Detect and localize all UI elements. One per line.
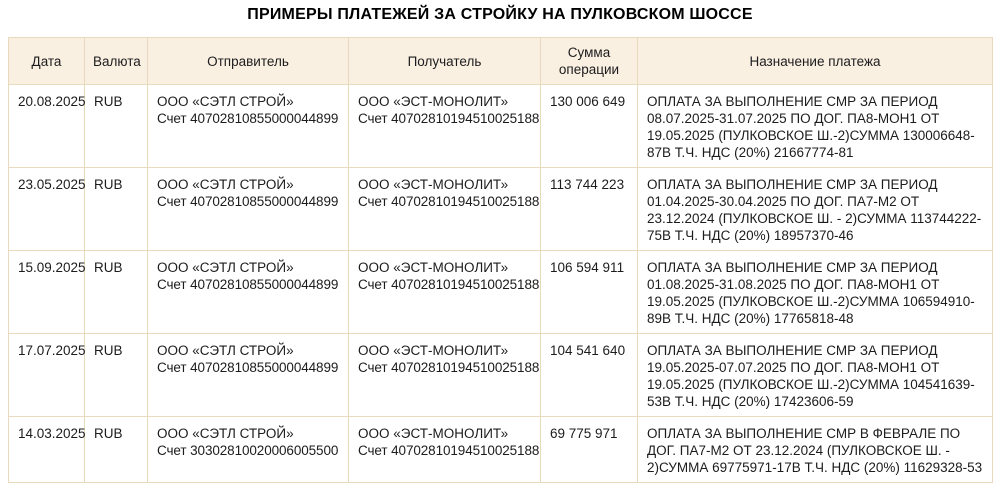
sender-account: Счет 40702810855000044899 [157,360,339,375]
table-row [9,85,993,168]
receiver-account: Счет 40702810194510025188 [358,194,540,209]
cell-receiver [349,334,541,417]
table-row [9,251,993,334]
sender-account: Счет 30302810020006005500 [157,443,339,458]
cell-purpose: ОПЛАТА ЗА ВЫПОЛНЕНИЕ СМР ЗА ПЕРИОД 01.04.2025-30.04.2025 ПО ДОГ. ПА7-М2 ОТ 23.12.2024 (ПУЛКОВСКОЕ Ш. - 2)СУММА 113744222-75В Т.Ч. НДС (20%) 18957370-46 [638,168,993,251]
cell-date: 15.09.2025 [9,251,85,334]
cell-amount: 106 594 911 [541,251,638,334]
cell-currency: RUB [85,334,148,417]
sender-account: Счет 40702810855000044899 [157,194,339,209]
table-row [9,168,993,251]
table-row [9,334,993,417]
cell-purpose: ОПЛАТА ЗА ВЫПОЛНЕНИЕ СМР ЗА ПЕРИОД 08.07.2025-31.07.2025 ПО ДОГ. ПА8-МОН1 ОТ 19.05.2025 (ПУЛКОВСКОЕ Ш.-2)СУММА 130006648-87В Т.Ч. НДС (20%) 21667774-81 [638,85,993,168]
sender-name: ООО «СЭТЛ СТРОЙ» [157,343,294,358]
cell-amount: 104 541 640 [541,334,638,417]
sender-name: ООО «СЭТЛ СТРОЙ» [157,426,294,441]
column-header-purpose: Назначение платежа [638,38,993,85]
table-body [9,85,993,483]
cell-sender [148,334,349,417]
cell-currency: RUB [85,168,148,251]
receiver-account: Счет 40702810194510025188 [358,111,540,126]
sender-name: ООО «СЭТЛ СТРОЙ» [157,260,294,275]
cell-receiver [349,168,541,251]
cell-sender [148,251,349,334]
column-header-amount: Сумма операции [541,38,638,85]
column-header-sender: Отправитель [148,38,349,85]
receiver-account: Счет 40702810194510025188 [358,277,540,292]
cell-date: 20.08.2025 [9,85,85,168]
sender-name: ООО «СЭТЛ СТРОЙ» [157,177,294,192]
cell-sender [148,168,349,251]
column-header-date: Дата [9,38,85,85]
receiver-name: ООО «ЭСТ-МОНОЛИТ» [358,260,509,275]
cell-date: 14.03.2025 [9,417,85,483]
receiver-name: ООО «ЭСТ-МОНОЛИТ» [358,177,509,192]
cell-amount: 69 775 971 [541,417,638,483]
cell-currency: RUB [85,85,148,168]
cell-receiver [349,85,541,168]
cell-date: 23.05.2025 [9,168,85,251]
receiver-account: Счет 40702810194510025188 [358,360,540,375]
receiver-name: ООО «ЭСТ-МОНОЛИТ» [358,343,509,358]
table-row [9,417,993,483]
page-title: ПРИМЕРЫ ПЛАТЕЖЕЙ ЗА СТРОЙКУ НА ПУЛКОВСКОМ ШОССЕ [247,6,753,23]
cell-sender [148,85,349,168]
receiver-account: Счет 40702810194510025188 [358,443,540,458]
cell-purpose: ОПЛАТА ЗА ВЫПОЛНЕНИЕ СМР ЗА ПЕРИОД 01.08.2025-31.08.2025 ПО ДОГ. ПА8-МОН1 ОТ 19.05.2025 (ПУЛКОВСКОЕ Ш.-2)СУММА 106594910-89В Т.Ч. НДС (20%) 17765818-48 [638,251,993,334]
cell-purpose: ОПЛАТА ЗА ВЫПОЛНЕНИЕ СМР ЗА ПЕРИОД 19.05.2025-07.07.2025 ПО ДОГ. ПА8-МОН1 ОТ 19.05.2025 (ПУЛКОВСКОЕ Ш.-2)СУММА 104541639-53В Т.Ч. НДС (20%) 17423606-59 [638,334,993,417]
cell-currency: RUB [85,251,148,334]
cell-sender [148,417,349,483]
sender-account: Счет 40702810855000044899 [157,277,339,292]
receiver-name: ООО «ЭСТ-МОНОЛИТ» [358,426,509,441]
cell-currency: RUB [85,417,148,483]
cell-amount: 113 744 223 [541,168,638,251]
sender-name: ООО «СЭТЛ СТРОЙ» [157,94,294,109]
column-header-receiver: Получатель [349,38,541,85]
cell-amount: 130 006 649 [541,85,638,168]
cell-purpose: ОПЛАТА ЗА ВЫПОЛНЕНИЕ СМР В ФЕВРАЛЕ ПО ДОГ. ПА7-М2 ОТ 23.12.2024 (ПУЛКОВСКОЕ Ш. - 2)СУММА 69775971-17В Т.Ч. НДС (20%) 11629328-53 [638,417,993,483]
table-header-row [9,38,993,85]
cell-receiver [349,417,541,483]
receiver-name: ООО «ЭСТ-МОНОЛИТ» [358,94,509,109]
cell-date: 17.07.2025 [9,334,85,417]
sender-account: Счет 40702810855000044899 [157,111,339,126]
cell-receiver [349,251,541,334]
payments-table [8,37,993,483]
column-header-currency: Валюта [85,38,148,85]
